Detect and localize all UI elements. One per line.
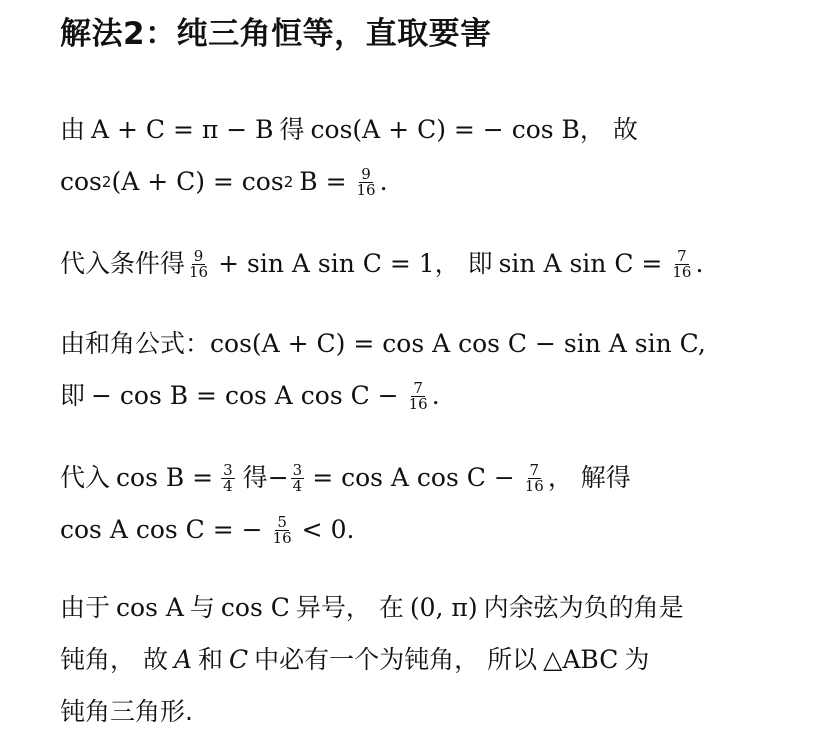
p5-math-4: A	[173, 645, 193, 674]
fraction-denominator: 16	[524, 476, 544, 495]
p1-math-2: cos(A + C) = − cos B	[310, 115, 580, 144]
fraction-denominator: 16	[356, 180, 376, 199]
p4-text-1: 代入	[60, 463, 111, 492]
p3-line-1	[60, 318, 820, 370]
p4-fraction-2	[291, 460, 305, 495]
fraction-numerator: 7	[413, 378, 423, 397]
fraction-denominator: 16	[408, 394, 428, 413]
fraction-numerator: 9	[361, 164, 371, 183]
p4-text-2: 得	[242, 463, 268, 492]
p4-math-1: cos B =	[116, 463, 214, 492]
p5-text-9: 钝角三角形.	[60, 697, 193, 726]
fraction-numerator: 3	[223, 460, 233, 479]
p5-text-2: 与	[189, 593, 215, 622]
p2-math-1: + sin A sin C = 1	[218, 249, 435, 278]
p5-line-2	[60, 634, 820, 686]
p5-text-6: 和	[198, 645, 224, 674]
paragraph-1	[60, 104, 820, 208]
fraction-denominator: 4	[292, 476, 303, 495]
p4-fraction-4	[271, 512, 294, 547]
fraction-denominator: 4	[223, 476, 233, 495]
p4-line-2	[60, 504, 820, 556]
p2-line-1	[60, 238, 820, 290]
p4-math-2: −	[267, 463, 289, 492]
paragraph-3	[60, 318, 820, 422]
p2-text-1: 代入条件得	[60, 249, 186, 278]
p3-text-1: 由和角公式：	[60, 329, 211, 358]
p1-math-4: (A + C) = cos	[111, 167, 284, 196]
fraction-numerator: 5	[277, 512, 287, 531]
p3-fraction	[407, 378, 430, 413]
p2-period: .	[695, 249, 704, 278]
p4-math-5: < 0.	[301, 515, 355, 544]
p1-line-1	[60, 104, 820, 156]
p2-text-2: ， 即	[434, 249, 493, 278]
p4-fraction-3	[523, 460, 546, 495]
paragraph-2	[60, 238, 820, 290]
p5-line-1	[60, 582, 820, 634]
p3-math-1: cos(A + C) = cos A cos C − sin A sin C,	[210, 329, 706, 358]
p5-math-1: cos A	[116, 593, 184, 622]
p1-period: .	[379, 167, 388, 196]
p4-fraction-1	[221, 460, 235, 495]
p5-text-4: 内余弦为负的角是	[483, 593, 684, 622]
p2-fraction-1	[187, 246, 210, 281]
p2-math-2: sin A sin C =	[498, 249, 663, 278]
p5-line-3	[60, 686, 820, 738]
p4-text-3: ， 解得	[547, 463, 631, 492]
fraction-denominator: 16	[272, 528, 292, 547]
fraction-numerator: 9	[193, 246, 204, 265]
p5-math-3: (0, π)	[409, 593, 478, 622]
p1-math-1: A + C = π − B	[91, 115, 274, 144]
p2-fraction-2	[670, 246, 693, 281]
p5-text-1: 由于	[60, 593, 111, 622]
p5-text-5: 钝角， 故	[60, 645, 168, 674]
p1-math-3: cos	[60, 167, 102, 196]
p1-text-2: 得	[279, 115, 305, 144]
p1-text-3: ， 故	[579, 115, 638, 144]
p1-math-5: B =	[299, 167, 347, 196]
solution-title: 解法2：纯三角恒等，直取要害	[60, 16, 492, 52]
p1-fraction	[355, 164, 378, 199]
p5-text-7: 中必有一个为钝角， 所以	[254, 645, 538, 674]
p4-math-4: cos A cos C = −	[60, 515, 263, 544]
p4-math-3: = cos A cos C −	[312, 463, 515, 492]
fraction-numerator: 7	[677, 246, 687, 265]
fraction-numerator: 7	[529, 460, 540, 479]
p5-math-6: △ABC	[543, 645, 619, 674]
fraction-numerator: 3	[292, 460, 303, 479]
p4-line-1	[60, 452, 820, 504]
p3-math-2: − cos B = cos A cos C −	[91, 381, 399, 410]
p5-text-8: 为	[624, 645, 650, 674]
p1-line-2: cos 2 (A + C) = cos 2 B = $\frac{9}{16}$ .	[60, 164, 388, 199]
fraction-denominator: 16	[189, 262, 209, 281]
p5-math-5: C	[229, 645, 249, 674]
paragraph-4	[60, 452, 820, 556]
p3-line-2	[60, 370, 820, 422]
p3-text-2: 即	[60, 381, 86, 410]
p5-math-2: cos C	[220, 593, 290, 622]
fraction-denominator: 16	[672, 262, 692, 281]
p1-text-1: 由	[60, 115, 86, 144]
p3-period: .	[431, 381, 440, 410]
paragraph-5	[60, 582, 820, 738]
p5-text-3: 异号， 在	[295, 593, 404, 622]
